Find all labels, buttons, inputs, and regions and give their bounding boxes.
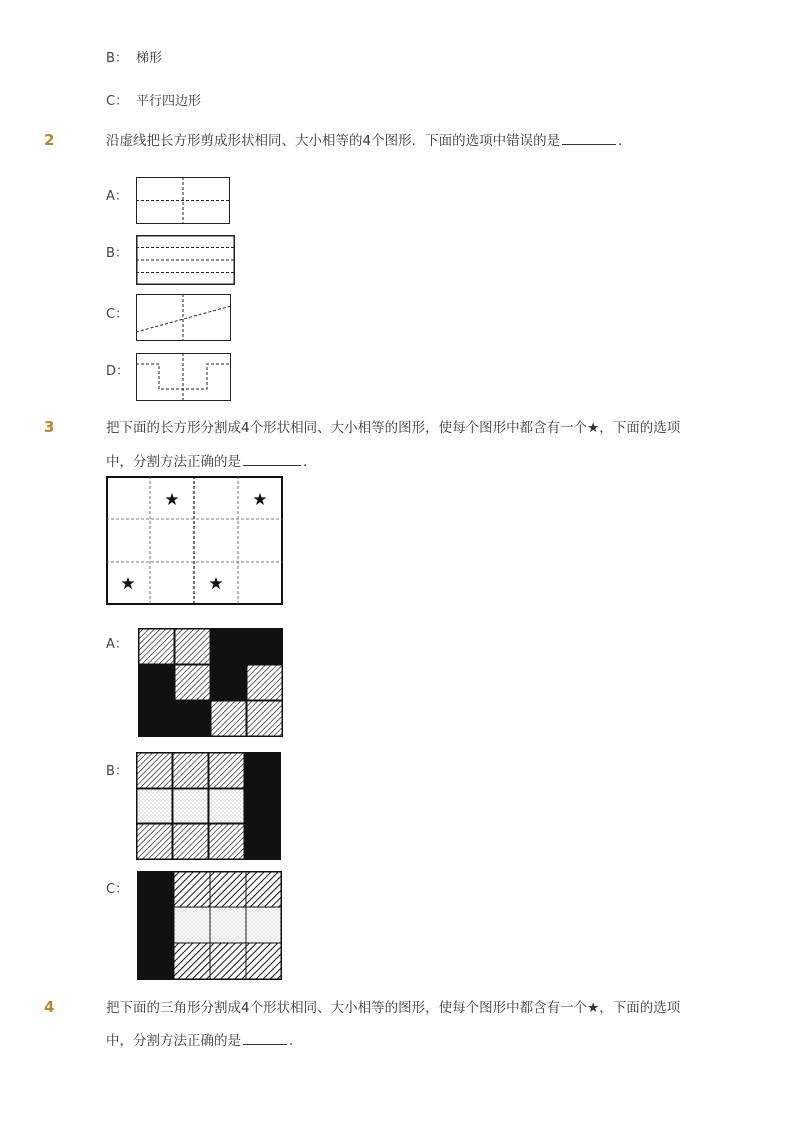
question-3-stem: 把下面的长方形分割成4个形状相同、大小相等的图形，使每个图形中都含有一个★，下面的选	[106, 420, 667, 436]
question-3-line2	[106, 452, 317, 472]
question-3-stem-end: 项	[666, 420, 681, 436]
answer-blank	[243, 1043, 287, 1045]
q3-option-b-figure	[136, 752, 281, 860]
q2-option-d-label: D：	[106, 364, 130, 379]
question-4-stem-cont: 中，分割方法正确的是	[106, 1033, 241, 1049]
answer-blank	[562, 143, 616, 145]
option-b-label: B：	[106, 51, 128, 66]
q3-option-c-label: C：	[106, 882, 129, 897]
question-4-stem: 把下面的三角形分割成4个形状相同、大小相等的图形，使每个图形中都含有一个★，下面的选	[106, 1000, 667, 1016]
question-2-end: ．	[618, 133, 632, 149]
q3-option-b-label: B：	[106, 764, 128, 779]
question-4-line1	[106, 998, 680, 1018]
star-icon: ★	[120, 574, 136, 594]
q2-option-b-label: B：	[106, 246, 128, 261]
star-icon: ★	[164, 490, 180, 510]
question-4-end: ．	[289, 1033, 303, 1049]
q2-option-c-label: C：	[106, 307, 129, 322]
question-2-text	[106, 131, 632, 151]
question-3-end: ．	[303, 454, 317, 470]
star-icon: ★	[208, 574, 224, 594]
q2-option-c-figure	[136, 294, 231, 341]
q3-option-a-figure	[138, 628, 284, 738]
star-icon: ★	[252, 490, 268, 510]
q2-option-a-label: A：	[106, 189, 128, 204]
q2-option-b-figure	[136, 235, 235, 285]
q3-grid-figure	[106, 476, 283, 605]
question-number-3: 3	[44, 418, 55, 436]
question-number-2: 2	[44, 131, 55, 149]
question-3-line1	[106, 418, 680, 438]
q2-option-a-figure	[136, 177, 230, 224]
answer-blank	[243, 464, 301, 466]
option-c-label: C：	[106, 94, 129, 109]
question-2-stem: 沿虚线把长方形剪成形状相同、大小相等的4个图形．下面的选项中错误的是	[106, 133, 561, 149]
question-4-stem-end: 项	[666, 1000, 681, 1016]
question-number-4: 4	[44, 998, 55, 1016]
q3-option-a-label: A：	[106, 637, 128, 652]
option-c-text: 平行四边形	[136, 94, 202, 109]
q2-option-d-figure	[136, 353, 231, 401]
question-4-line2	[106, 1031, 303, 1051]
option-b-text: 梯形	[136, 51, 163, 66]
q3-option-c-figure	[137, 871, 282, 980]
question-3-stem-cont: 中，分割方法正确的是	[106, 454, 241, 470]
